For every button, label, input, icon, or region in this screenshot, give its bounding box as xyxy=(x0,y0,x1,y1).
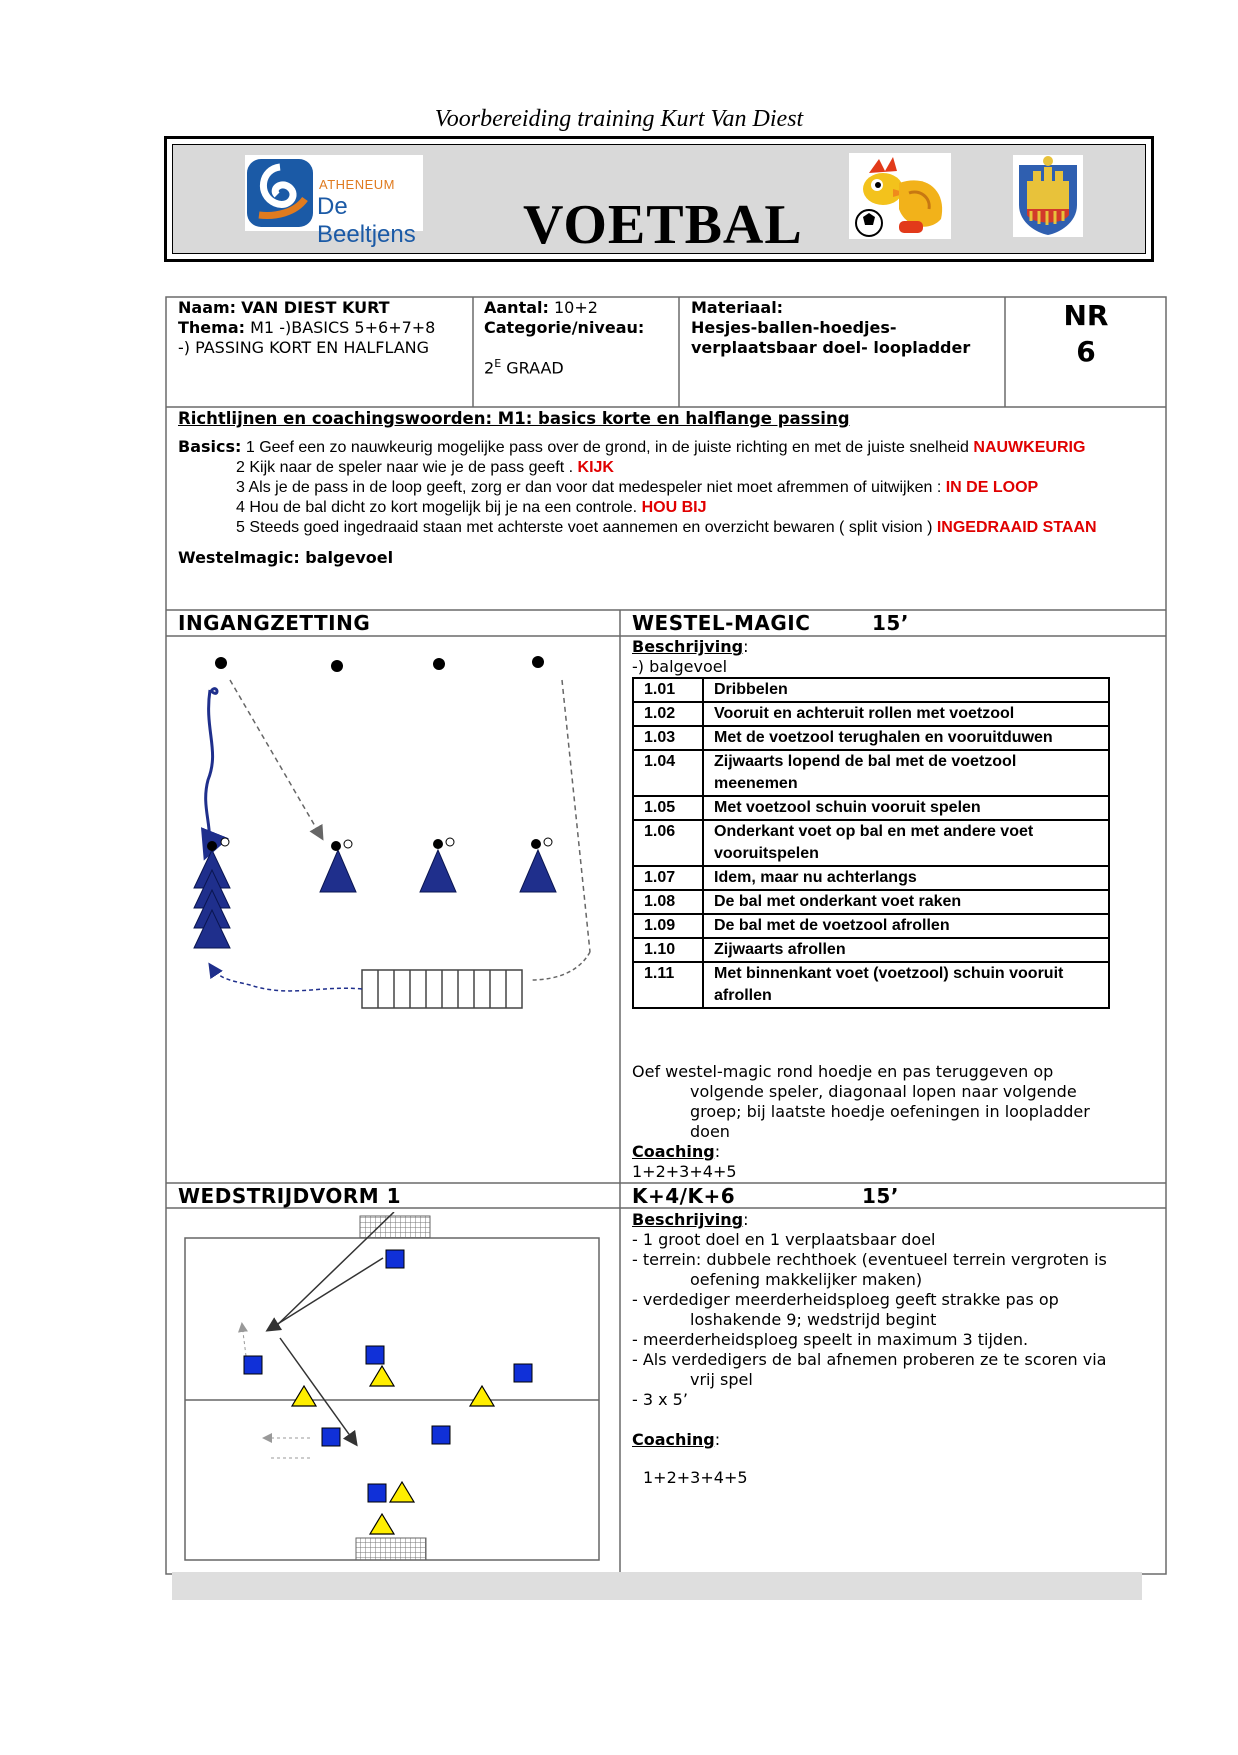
aantal-value: 10+2 xyxy=(554,298,598,317)
description-line: - meerderheidsploeg speelt in maximum 3 tijden. xyxy=(632,1330,1029,1349)
description-line: - Als verdedigers de bal afnemen proberen ze te scoren via xyxy=(632,1350,1107,1369)
thema-label: Thema: xyxy=(178,318,246,337)
aantal-label: Aantal: xyxy=(484,298,549,317)
exercise-text: De bal met onderkant voet raken xyxy=(703,890,1109,914)
player-yellow-triangle xyxy=(470,1386,494,1406)
coaching-value: 1+2+3+4+5 xyxy=(643,1468,748,1487)
section1-time: 15’ xyxy=(872,611,909,635)
player-blue-square xyxy=(432,1426,450,1444)
exercise-number: 1.09 xyxy=(633,914,703,938)
materiaal-label: Materiaal: xyxy=(691,298,784,317)
section1-oef xyxy=(632,1062,1162,1182)
exercise-number: 1.05 xyxy=(633,796,703,820)
exercise-number: 1.08 xyxy=(633,890,703,914)
player-dot xyxy=(215,657,227,669)
basics-item-4 xyxy=(178,498,1158,518)
coaching-label: Coaching xyxy=(632,1430,715,1449)
exercise-text: Vooruit en achteruit rollen met voetzool xyxy=(703,702,1109,726)
exercise-text: Met voetzool schuin vooruit spelen xyxy=(703,796,1109,820)
colon: : xyxy=(714,1430,721,1449)
graad-number: 2 xyxy=(484,358,495,378)
nr-value: 6 xyxy=(1076,335,1096,368)
page-subtitle: Voorbereiding training Kurt Van Diest xyxy=(434,106,804,132)
info-aantal-cell xyxy=(484,298,674,378)
cone-icon xyxy=(520,850,556,892)
exercise-row xyxy=(633,702,1109,726)
exercise-row xyxy=(633,962,1109,1008)
oef-line-2: volgende speler, diagonaal lopen naar volgende xyxy=(690,1082,1077,1101)
description-line: vrij spel xyxy=(690,1370,753,1389)
player-dot xyxy=(433,658,445,670)
info-nr-cell xyxy=(1006,298,1166,370)
colon: : xyxy=(714,1142,721,1161)
description-line: oefening makkelijker maken) xyxy=(690,1270,923,1289)
basics-item-text: 1 Geef een zo nauwkeurig mogelijke pass over de grond, in de juiste richting en met de juiste snelheid xyxy=(241,439,974,456)
exercise-number: 1.04 xyxy=(633,750,703,796)
colon: : xyxy=(743,1210,749,1229)
richtlijnen-heading: Richtlijnen en coachingswoorden: M1: basics korte en halflange passing xyxy=(178,409,850,428)
exercise-number: 1.01 xyxy=(633,678,703,702)
exercise-text: Dribbelen xyxy=(703,678,1109,702)
basics-item-text: 3 Als je de pass in de loop geeft, zorg er dan voor dat medespeler niet moet afremmen of uitwijken : xyxy=(236,479,946,496)
player-blue-square xyxy=(386,1250,404,1268)
exercise-row xyxy=(633,678,1109,702)
exercise-row xyxy=(633,796,1109,820)
ingangzetting-diagram xyxy=(190,640,610,1020)
oef-line-1: Oef westel-magic rond hoedje en pas teruggeven op xyxy=(632,1062,1054,1081)
school-logo-top-text: ATHENEUM xyxy=(319,177,395,192)
section2-time: 15’ xyxy=(862,1184,899,1208)
thema-value-2: -) PASSING KORT EN HALFLANG xyxy=(178,338,430,357)
exercise-text: Onderkant voet op bal en met andere voet vooruitspelen xyxy=(703,820,1109,866)
player-dot xyxy=(532,656,544,668)
exercise-number: 1.03 xyxy=(633,726,703,750)
thema-value: M1 -)BASICS 5+6+7+8 xyxy=(250,318,436,337)
exercise-text: Met binnenkant voet (voetzool) schuin vooruit afrollen xyxy=(703,962,1109,1008)
coaching-label: Coaching xyxy=(632,1142,715,1161)
exercise-text: Met de voetzool terughalen en vooruitduwen xyxy=(703,726,1109,750)
basics-item-key: IN DE LOOP xyxy=(945,479,1039,496)
section2-right-title: K+4/K+6 xyxy=(632,1184,736,1208)
description-line: loshakende 9; wedstrijd begint xyxy=(690,1310,937,1329)
player-yellow-triangle xyxy=(370,1514,394,1534)
info-materiaal-cell xyxy=(691,298,1001,358)
exercise-row xyxy=(633,890,1109,914)
exercise-number: 1.10 xyxy=(633,938,703,962)
basics-item-text: 5 Steeds goed ingedraaid staan met achterste voet aannemen en overzicht bewaren ( split vision ) xyxy=(236,519,937,536)
player-blue-square xyxy=(244,1356,262,1374)
basics-item-2 xyxy=(178,458,1158,478)
player-dot xyxy=(331,660,343,672)
exercise-text: Idem, maar nu achterlangs xyxy=(703,866,1109,890)
colon: : xyxy=(743,637,749,656)
basics-label: Basics: xyxy=(178,437,242,456)
wedstrijdvorm-diagram xyxy=(180,1212,610,1567)
page-title: VOETBAL xyxy=(523,194,803,256)
exercise-row xyxy=(633,938,1109,962)
exercise-text: Zijwaarts afrollen xyxy=(703,938,1109,962)
exercise-number: 1.11 xyxy=(633,962,703,1008)
big-goal-icon xyxy=(356,1538,426,1560)
naam-value: VAN DIEST KURT xyxy=(241,298,390,317)
exercise-text: Zijwaarts lopend de bal met de voetzool meenemen xyxy=(703,750,1109,796)
materiaal-line-1: Hesjes-ballen-hoedjes- xyxy=(691,318,897,337)
oef-line-3: groep; bij laatste hoedje oefeningen in loopladder xyxy=(690,1102,1090,1121)
section2-description xyxy=(632,1230,1162,1410)
player-yellow-triangle xyxy=(292,1386,316,1406)
basics-item-1 xyxy=(178,437,1158,458)
school-logo-name: De Beeltjens xyxy=(317,193,416,248)
nr-label: NR xyxy=(1063,299,1109,332)
basics-item-key: INGEDRAAID STAAN xyxy=(936,519,1097,536)
basics-item-text: 4 Hou de bal dicht zo kort mogelijk bij je na een controle. xyxy=(236,499,642,516)
description-line: - 3 x 5’ xyxy=(632,1390,688,1409)
section1-left-title: INGANGZETTING xyxy=(178,611,371,635)
coaching-value: 1+2+3+4+5 xyxy=(632,1162,737,1181)
section1-intro: -) balgevoel xyxy=(632,657,728,676)
player-blue-square xyxy=(322,1428,340,1446)
basics-item-3 xyxy=(178,478,1158,498)
materiaal-line-2: verplaatsbaar doel- loopladder xyxy=(691,338,971,357)
player-blue-square xyxy=(514,1364,532,1382)
exercise-row xyxy=(633,820,1109,866)
categorie-label: Categorie/niveau: xyxy=(484,318,645,337)
graad-text: GRAAD xyxy=(501,358,564,378)
basics-item-5 xyxy=(178,518,1158,538)
exercise-number: 1.06 xyxy=(633,820,703,866)
exercise-text: De bal met de voetzool afrollen xyxy=(703,914,1109,938)
naam-label: Naam: xyxy=(178,298,237,317)
cone-icon xyxy=(320,850,356,892)
field-outline xyxy=(185,1238,599,1560)
oef-line-4: doen xyxy=(690,1122,730,1141)
section1-right xyxy=(632,637,1162,677)
graad-value xyxy=(484,354,674,378)
player-blue-square xyxy=(366,1346,384,1364)
ladder-icon xyxy=(362,970,522,1008)
description-line: - verdediger meerderheidsploeg geeft strakke pas op xyxy=(632,1290,1059,1309)
basics-item-key: HOU BIJ xyxy=(641,499,707,516)
exercise-number: 1.07 xyxy=(633,866,703,890)
footer-bar xyxy=(172,1572,1142,1600)
basics-item-key: KIJK xyxy=(577,459,614,476)
exercise-row xyxy=(633,914,1109,938)
description-line: - 1 groot doel en 1 verplaatsbaar doel xyxy=(632,1230,936,1249)
section2-right xyxy=(632,1210,1162,1488)
exercise-number: 1.02 xyxy=(633,702,703,726)
info-naam-cell xyxy=(178,298,468,358)
basics-item-key: NAUWKEURIG xyxy=(973,439,1086,456)
richtlijnen-section xyxy=(178,409,1158,568)
westelmagic-line: Westelmagic: balgevoel xyxy=(178,548,394,567)
section2-left-title: WEDSTRIJDVORM 1 xyxy=(178,1184,402,1208)
beschrijving-label: Beschrijving xyxy=(632,637,744,656)
player-blue-square xyxy=(368,1484,386,1502)
basics-list xyxy=(178,437,1158,538)
exercise-row xyxy=(633,750,1109,796)
player-yellow-triangle xyxy=(390,1482,414,1502)
cone-icon xyxy=(420,850,456,892)
basics-item-text: 2 Kijk naar de speler naar wie je de pass geeft . xyxy=(236,459,578,476)
exercise-row xyxy=(633,726,1109,750)
player-yellow-triangle xyxy=(370,1366,394,1386)
exercise-table xyxy=(632,677,1110,1009)
exercise-row xyxy=(633,866,1109,890)
beschrijving-label: Beschrijving xyxy=(632,1210,744,1229)
section1-right-title: WESTEL-MAGIC xyxy=(632,611,811,635)
graad-superscript: E xyxy=(494,357,502,370)
description-line: - terrein: dubbele rechthoek (eventueel terrein vergroten is xyxy=(632,1250,1107,1269)
